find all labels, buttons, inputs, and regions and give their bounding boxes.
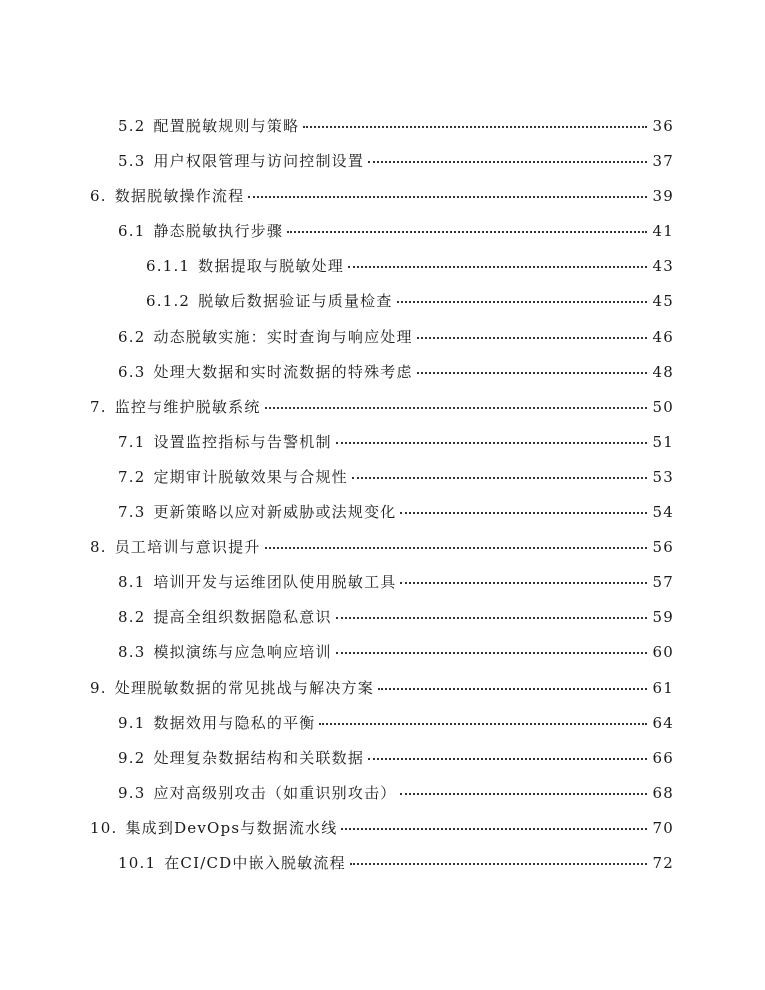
toc-entry[interactable] [0,598,765,633]
toc-entry-page: 41 [652,222,674,241]
toc-entry[interactable] [0,458,765,493]
toc-entry-title: 提高全组织数据隐私意识 [153,608,332,627]
toc-dot-leader [400,512,646,514]
toc-entry-number: 7.3 [118,503,146,522]
toc-entry-number: 9.1 [118,713,146,732]
toc-entry-number: 10.1 [118,853,157,872]
toc-entry-page: 59 [652,608,674,627]
toc-dot-leader [368,758,646,760]
toc-entry-page: 61 [652,678,674,697]
toc-entry-number: 10. [90,818,118,837]
toc-entry-page: 56 [652,538,674,557]
toc-entry-page: 53 [652,467,674,486]
toc-entry-page: 72 [652,853,674,872]
toc-entry-page: 68 [652,783,674,802]
toc-entry-number: 6.1.2 [146,292,191,311]
toc-entry-title: 处理脱敏数据的常见挑战与解决方案 [114,678,374,697]
toc-dot-leader [417,337,647,339]
toc-entry[interactable] [0,142,765,177]
toc-dot-leader [352,477,647,479]
toc-dot-leader [400,582,646,584]
toc-entry[interactable] [0,739,765,774]
toc-entry-number: 7.2 [118,467,146,486]
toc-entry[interactable] [0,704,765,739]
toc-dot-leader [319,723,646,725]
toc-dot-leader [336,617,647,619]
toc-entry-title: 监控与维护脱敏系统 [114,397,261,416]
toc-entry[interactable] [0,633,765,668]
toc-entry[interactable] [0,423,765,458]
toc-entry-title: 处理复杂数据结构和关联数据 [153,748,365,767]
toc-entry[interactable] [0,563,765,598]
toc-entry-page: 57 [652,573,674,592]
toc-entry-number: 5.2 [118,117,146,135]
toc-entry-page: 60 [652,643,674,662]
toc-dot-leader [417,372,647,374]
toc-dot-leader [265,547,647,549]
toc-entry-page: 51 [652,432,674,451]
toc-entry-number: 8. [90,538,107,557]
toc-entry-number: 6.1 [118,222,146,241]
toc-entry-title: 配置脱敏规则与策略 [153,117,300,135]
toc-entry-title: 数据脱敏操作流程 [114,187,245,206]
toc-entry-title: 在CI/CD中嵌入脱敏流程 [164,853,346,872]
toc-dot-leader [378,688,647,690]
toc-dot-leader [368,161,646,163]
toc-entry-title: 设置监控指标与告警机制 [153,432,332,451]
toc-entry-page: 64 [652,713,674,732]
toc-entry-number: 8.3 [118,643,146,662]
toc-entry-number: 9. [90,678,107,697]
toc-entry[interactable] [0,353,765,388]
toc-entry-number: 6.3 [118,362,146,381]
toc-entry[interactable] [0,669,765,704]
toc-entry-title: 定期审计脱敏效果与合规性 [153,467,348,486]
table-of-contents [0,107,765,879]
toc-entry-title: 应对高级别攻击（如重识别攻击） [153,783,397,802]
toc-entry[interactable] [0,212,765,247]
toc-dot-leader [265,407,647,409]
toc-entry[interactable] [0,493,765,528]
toc-entry-number: 6.1.1 [146,257,191,276]
toc-entry-page: 54 [652,503,674,522]
toc-entry[interactable] [0,177,765,212]
toc-entry-title: 模拟演练与应急响应培训 [153,643,332,662]
toc-dot-leader [397,301,647,303]
toc-entry-page: 46 [652,327,674,346]
toc-entry-title: 动态脱敏实施：实时查询与响应处理 [153,327,413,346]
toc-entry-page: 70 [652,818,674,837]
toc-entry-title: 数据效用与隐私的平衡 [153,713,316,732]
toc-entry-page: 45 [652,292,674,311]
toc-entry-title: 员工培训与意识提升 [114,538,261,557]
toc-dot-leader [400,793,646,795]
toc-entry-number: 9.2 [118,748,146,767]
toc-dot-leader [287,231,646,233]
toc-entry-page: 66 [652,748,674,767]
toc-dot-leader [348,266,647,268]
toc-entry-title: 用户权限管理与访问控制设置 [153,152,365,171]
toc-entry-page: 50 [652,397,674,416]
toc-entry[interactable] [0,774,765,809]
toc-dot-leader [248,196,646,198]
toc-entry-title: 脱敏后数据验证与质量检查 [198,292,393,311]
toc-entry[interactable] [0,247,765,282]
toc-entry-number: 8.1 [118,573,146,592]
toc-entry-page: 48 [652,362,674,381]
toc-dot-leader [350,863,647,865]
toc-entry-number: 7.1 [118,432,146,451]
toc-entry-number: 9.3 [118,783,146,802]
toc-entry-title: 培训开发与运维团队使用脱敏工具 [153,573,397,592]
toc-entry[interactable] [0,107,765,142]
toc-entry-page: 43 [652,257,674,276]
toc-entry-title: 集成到DevOps与数据流水线 [125,818,338,837]
toc-entry-number: 5.3 [118,152,146,171]
toc-entry-title: 静态脱敏执行步骤 [153,222,284,241]
toc-entry-page: 36 [652,117,674,135]
toc-entry[interactable] [0,809,765,844]
toc-dot-leader [341,828,646,830]
toc-entry[interactable] [0,844,765,879]
toc-entry-title: 处理大数据和实时流数据的特殊考虑 [153,362,413,381]
toc-entry-title: 数据提取与脱敏处理 [198,257,344,276]
toc-dot-leader [336,442,647,444]
toc-entry[interactable] [0,388,765,423]
toc-entry-number: 6. [90,187,107,206]
toc-entry-number: 8.2 [118,608,146,627]
toc-entry-title: 更新策略以应对新威胁或法规变化 [153,503,397,522]
toc-entry-page: 37 [652,152,674,171]
toc-entry[interactable] [0,528,765,563]
toc-entry[interactable] [0,282,765,317]
toc-entry[interactable] [0,318,765,353]
toc-entry-number: 7. [90,397,107,416]
toc-dot-leader [303,126,646,128]
toc-entry-page: 39 [652,187,674,206]
toc-entry-number: 6.2 [118,327,146,346]
toc-dot-leader [336,652,647,654]
